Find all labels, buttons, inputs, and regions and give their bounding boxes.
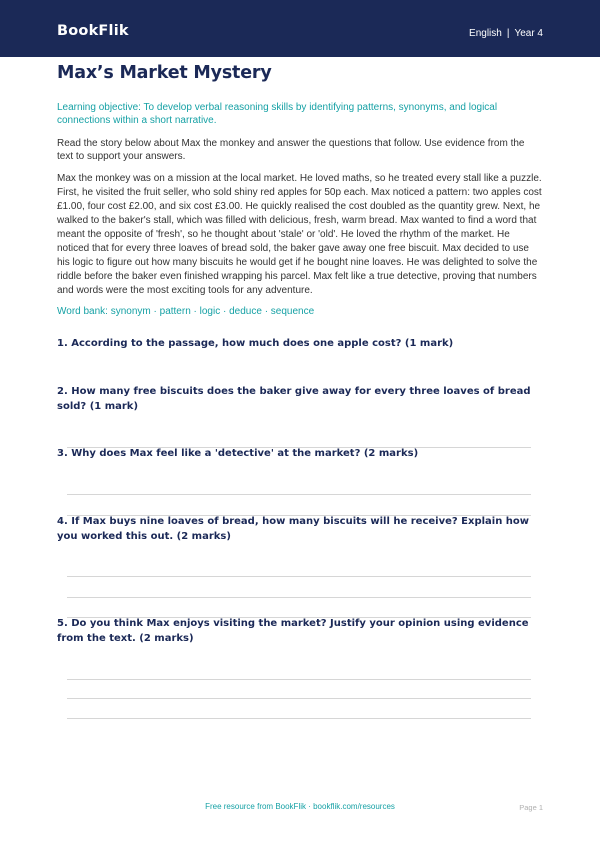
header-separator: | [506,28,510,39]
answer-line[interactable] [67,718,531,719]
question-4: 4. If Max buys nine loaves of bread, how many biscuits will he receive? Explain how you worked this out. (2 marks) [57,516,530,542]
subject-label: English [469,28,502,39]
year-label: Year 4 [514,28,543,39]
word-bank: Word bank: synonym · pattern · logic · deduce · sequence [57,306,315,317]
answer-line[interactable] [67,617,531,618]
header-meta [469,28,543,39]
question-2: 2. How many free biscuits does the baker give away for every three loaves of bread sold? (1 mark) [57,386,531,412]
answer-line[interactable] [67,597,531,598]
footer-link[interactable]: Free resource from BookFlik · bookflik.com/resources [205,802,395,811]
question-5: 5. Do you think Max enjoys visiting the market? Justify your opinion using evidence from the text. (2 marks) [57,618,529,644]
question-1: 1. According to the passage, how much does one apple cost? (1 mark) [57,338,454,349]
story-passage: Max the monkey was on a mission at the local market. He loved maths, so he treated every stall like a puzzle. First, he visited the fruit seller, who sold shiny red apples for 50p each. Max noticed a pattern: two apples cost £1.00, four cost £2.00, and six cost £3.00. He quickly realised the cost doubled as the quantity grew. Next, he walked to the baker's stall, which was filled with delicious, fresh, warm bread. Max wanted to find a word that meant the opposite of 'fresh', so he thought about 'stale' or 'old'. He loved the rhythm of the market. He noticed that for every three loaves of bread sold, the baker gave away one free biscuit. Max decided to use his logic to figure out how many biscuits he would get if he bought nine loaves. He was delighted to solve the riddle before the baker even finished wrapping his parcel. Max felt like a true detective, proving that numbers and words were the most exciting tools for any adventure. [57,173,542,296]
instructions: Read the story below about Max the monkey and answer the questions that follow. Use evidence from the text to support your answers. [57,138,525,162]
page-header [0,0,600,57]
question-3: 3. Why does Max feel like a 'detective' at the market? (2 marks) [57,448,419,459]
page-title: Max’s Market Mystery [57,63,272,83]
page-number: Page 1 [519,803,543,812]
learning-objective: Learning objective: To develop verbal reasoning skills by identifying patterns, synonyms, and logical connections within a short narrative. [57,102,498,126]
answer-line[interactable] [67,576,531,577]
answer-line[interactable] [67,679,531,680]
answer-line[interactable] [67,515,531,516]
answer-line[interactable] [67,698,531,699]
brand-logo[interactable]: BookFlik [57,23,129,39]
answer-line[interactable] [67,447,531,448]
answer-line[interactable] [67,494,531,495]
